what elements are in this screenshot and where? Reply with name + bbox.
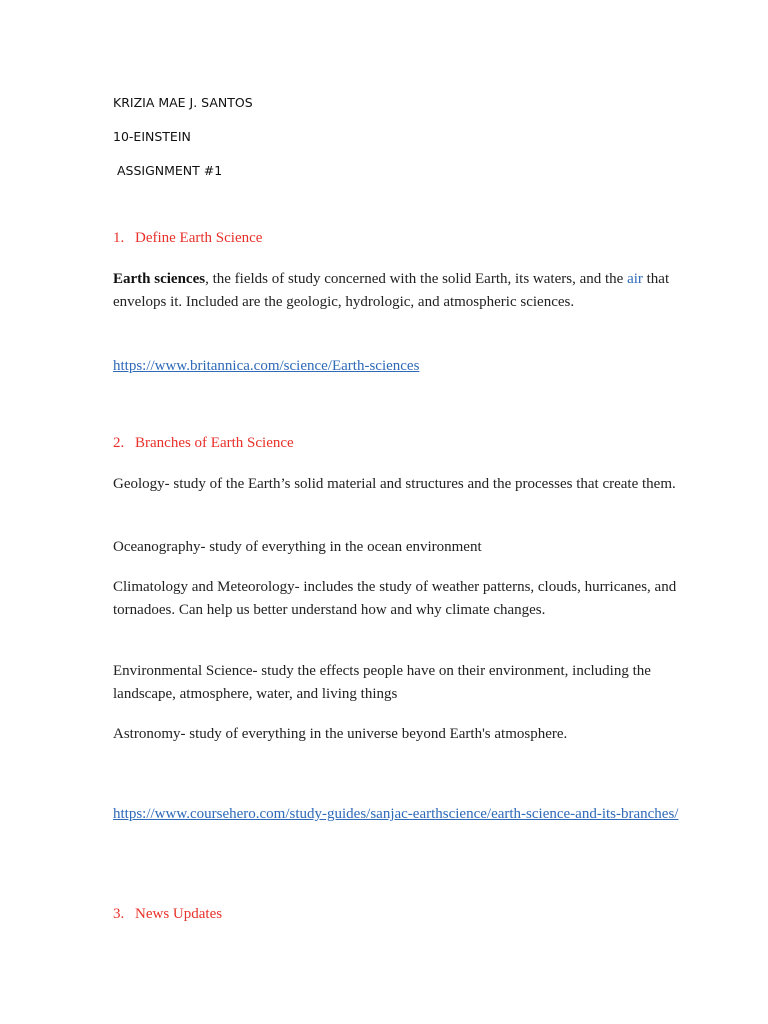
q3-heading	[113, 906, 222, 923]
student-section: 10-EINSTEIN	[113, 129, 191, 144]
q2-source-link[interactable]: https://www.coursehero.com/study-guides/sanjac-earthscience/earth-science-and-its-branches/	[113, 806, 679, 822]
air-link[interactable]: air	[627, 271, 643, 287]
q1-term: Earth sciences	[113, 271, 206, 287]
q1-number: 1.	[113, 230, 125, 246]
q1-title: Define Earth Science	[135, 230, 263, 246]
branch-astronomy: Astronomy- study of everything in the universe beyond Earth's atmosphere.	[113, 726, 568, 742]
q2-heading	[113, 435, 294, 452]
q1-definition	[113, 268, 683, 313]
branch-environmental: Environmental Science- study the effects people have on their environment, including the landscape, atmosphere, water, and living things	[113, 663, 651, 702]
q2-number: 2.	[113, 435, 125, 451]
branch-geology: Geology- study of the Earth’s solid material and structures and the processes that create them.	[113, 476, 676, 492]
q2-title: Branches of Earth Science	[135, 435, 294, 451]
branch-oceanography: Oceanography- study of everything in the ocean environment	[113, 539, 482, 555]
student-name: KRIZIA MAE J. SANTOS	[113, 95, 253, 110]
q3-title: News Updates	[135, 906, 223, 922]
q1-heading	[113, 230, 262, 247]
q1-source-link[interactable]: https://www.britannica.com/science/Earth-sciences	[113, 358, 420, 374]
assignment-title: ASSIGNMENT #1	[113, 163, 223, 178]
branch-climatology: Climatology and Meteorology- includes the study of weather patterns, clouds, hurricanes, and tornadoes. Can help us better understand how and why climate changes.	[113, 579, 677, 618]
q3-number: 3.	[113, 906, 125, 922]
q1-text-a: , the fields of study concerned with the solid Earth, its waters, and the	[205, 271, 628, 287]
q1-text-b: that envelops it. Included are the geologic, hydrologic, and atmospheric sciences.	[113, 271, 670, 310]
